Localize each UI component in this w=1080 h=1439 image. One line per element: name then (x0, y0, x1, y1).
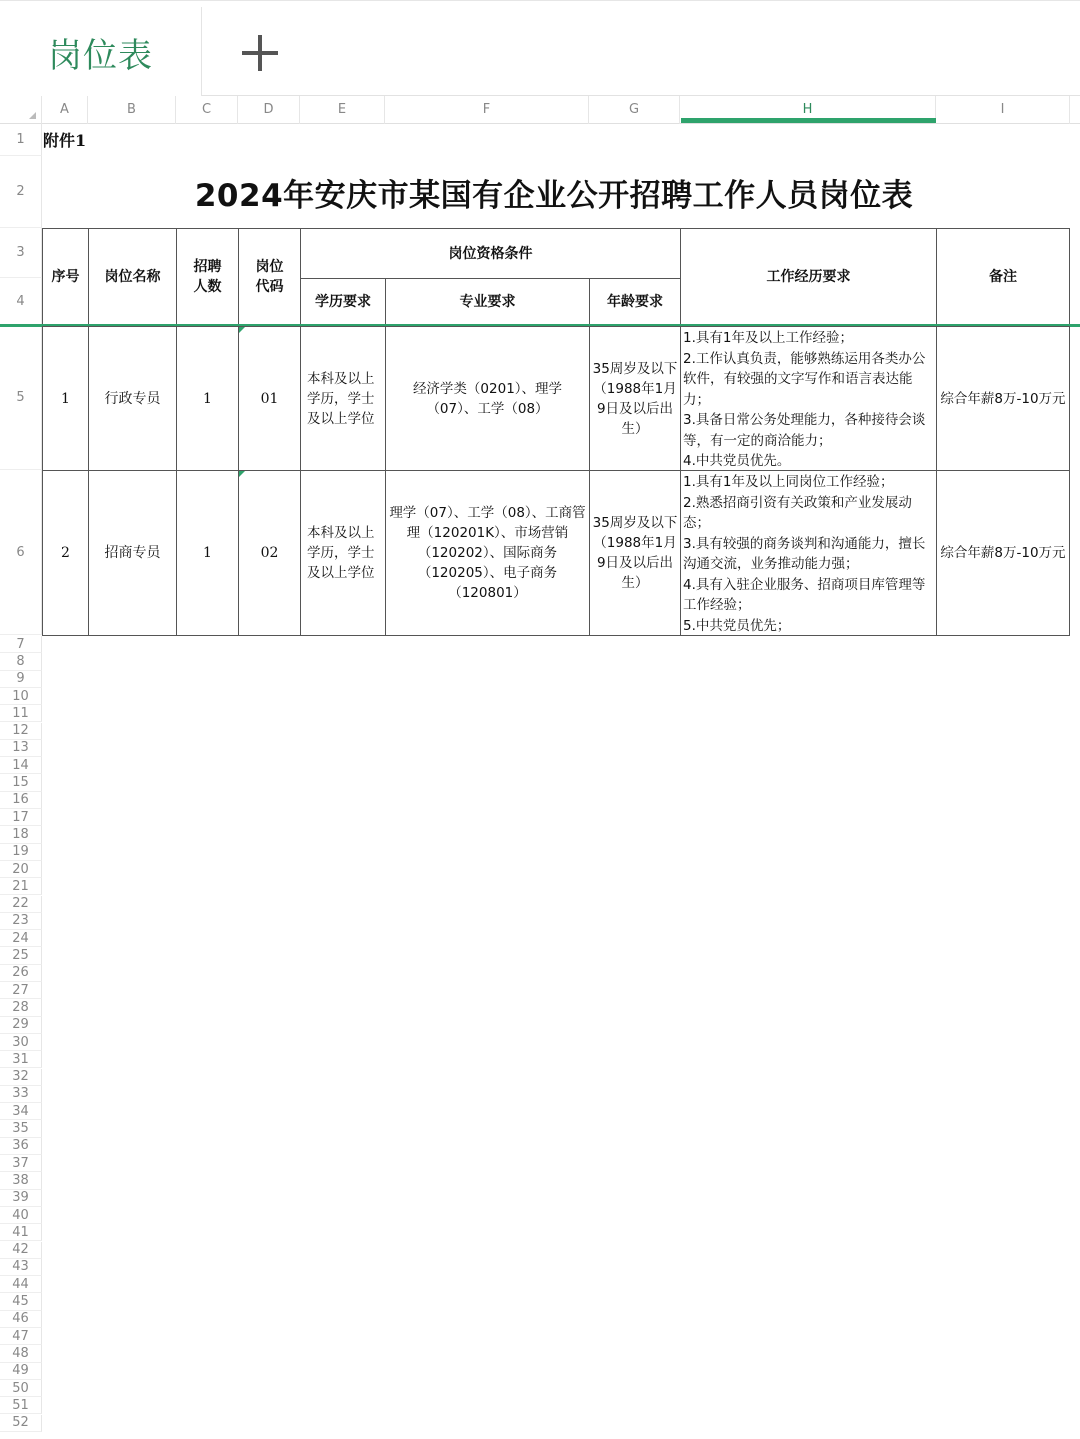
header-post-code[interactable]: 岗位代码 (238, 228, 301, 326)
row-header[interactable]: 10 (0, 688, 42, 705)
row2-post-code[interactable]: 02 (238, 470, 301, 636)
row-header[interactable]: 11 (0, 705, 42, 722)
row-header-3[interactable]: 3 (0, 228, 42, 278)
sheet-title[interactable]: 2024年安庆市某国有企业公开招聘工作人员岗位表 (194, 178, 914, 214)
column-header-c[interactable]: C (176, 96, 238, 124)
column-header-a[interactable]: A (42, 96, 88, 124)
row1-post-code[interactable]: 01 (238, 326, 301, 471)
row-header[interactable]: 47 (0, 1328, 42, 1345)
row-header[interactable]: 8 (0, 653, 42, 670)
row1-experience[interactable] (680, 326, 937, 471)
row2-education[interactable]: 本科及以上学历，学士及以上学位 (300, 470, 386, 636)
row-header[interactable]: 41 (0, 1224, 42, 1241)
row-header[interactable]: 38 (0, 1172, 42, 1189)
row-header[interactable]: 30 (0, 1034, 42, 1051)
row-header[interactable]: 18 (0, 826, 42, 843)
row1-experience-text: 1.具有1年及以上工作经验； 2.工作认真负责，能够熟练运用各类办公软件，有较强的文字写作和语言表达能力； 3.具备日常公务处理能力，各种接待会谈等，有一定的商洽能力； 4.中共党员优先。 (683, 330, 926, 469)
row-header[interactable]: 52 (0, 1415, 42, 1432)
row-header[interactable]: 14 (0, 757, 42, 774)
row2-experience[interactable] (680, 470, 937, 636)
row-header[interactable]: 29 (0, 1017, 42, 1034)
row2-remarks[interactable]: 综合年薪8万-10万元 (936, 470, 1070, 636)
row-header[interactable]: 24 (0, 930, 42, 947)
row-header-4[interactable]: 4 (0, 278, 42, 326)
row-header[interactable]: 16 (0, 792, 42, 809)
row-header[interactable]: 13 (0, 740, 42, 757)
column-header-h[interactable]: H (680, 96, 936, 124)
row-header[interactable]: 15 (0, 774, 42, 791)
sheet-tab-label: 岗位表 (48, 35, 153, 76)
column-selection-indicator (681, 118, 936, 123)
header-major[interactable]: 专业要求 (385, 278, 590, 326)
row-header[interactable]: 12 (0, 723, 42, 740)
row1-post-name[interactable]: 行政专员 (88, 326, 177, 471)
sheet-tab-bar (0, 0, 1080, 96)
row1-remarks[interactable]: 综合年薪8万-10万元 (936, 326, 1070, 471)
comment-marker (239, 471, 245, 477)
row-header[interactable]: 37 (0, 1155, 42, 1172)
row-header[interactable]: 26 (0, 965, 42, 982)
cell-a1-annex[interactable]: 附件1 (43, 131, 87, 150)
row-header[interactable]: 34 (0, 1103, 42, 1120)
row-header[interactable]: 40 (0, 1207, 42, 1224)
row-header[interactable]: 36 (0, 1138, 42, 1155)
column-header-d[interactable]: D (238, 96, 300, 124)
column-header-f[interactable]: F (385, 96, 589, 124)
header-post-name[interactable]: 岗位名称 (88, 228, 177, 326)
row-header[interactable]: 48 (0, 1345, 42, 1362)
row-header[interactable]: 43 (0, 1259, 42, 1276)
column-header-g[interactable]: G (589, 96, 680, 124)
select-all-corner[interactable] (0, 96, 42, 124)
row-header[interactable]: 23 (0, 913, 42, 930)
row-header-5[interactable]: 5 (0, 326, 42, 470)
header-qualification[interactable]: 岗位资格条件 (300, 228, 681, 279)
row-header-2[interactable]: 2 (0, 156, 42, 228)
header-experience[interactable]: 工作经历要求 (680, 228, 937, 326)
header-education[interactable]: 学历要求 (300, 278, 386, 326)
row-header[interactable]: 46 (0, 1311, 42, 1328)
row2-recruit-count[interactable]: 1 (176, 470, 239, 636)
row2-post-name[interactable]: 招商专员 (88, 470, 177, 636)
row-header[interactable]: 22 (0, 896, 42, 913)
row-header[interactable]: 49 (0, 1363, 42, 1380)
row1-age[interactable]: 35周岁及以下（1988年1月9日及以后出生） (589, 326, 681, 471)
column-header-e[interactable]: E (300, 96, 385, 124)
row-header[interactable]: 45 (0, 1293, 42, 1310)
row-header[interactable]: 27 (0, 982, 42, 999)
row1-education[interactable]: 本科及以上学历，学士及以上学位 (300, 326, 386, 471)
header-remarks[interactable]: 备注 (936, 228, 1070, 326)
header-recruit-count[interactable]: 招聘人数 (176, 228, 239, 326)
row-header[interactable]: 39 (0, 1190, 42, 1207)
row-header[interactable]: 7 (0, 636, 42, 653)
row-header[interactable]: 19 (0, 844, 42, 861)
row2-seq[interactable]: 2 (42, 470, 89, 636)
column-header-i[interactable]: I (936, 96, 1070, 124)
comment-marker (239, 327, 245, 333)
add-sheet-icon[interactable] (232, 29, 288, 77)
sheet-tab-active[interactable] (0, 7, 202, 97)
row-header[interactable]: 33 (0, 1086, 42, 1103)
row-header[interactable]: 50 (0, 1380, 42, 1397)
row-header-1[interactable]: 1 (0, 124, 42, 156)
row2-major[interactable]: 理学（07）、工学（08）、工商管理（120201K）、市场营销（120202）、国际商务（120205）、电子商务（120801） (385, 470, 590, 636)
row-header[interactable]: 42 (0, 1242, 42, 1259)
row-header[interactable]: 28 (0, 999, 42, 1016)
row2-experience-text: 1.具有1年及以上同岗位工作经验； 2.熟悉招商引资有关政策和产业发展动态； 3.具有较强的商务谈判和沟通能力，擅长沟通交流，业务推动能力强； 4.具有入驻企业服务、招商项目库管理等工作经验； 5.中共党员优先； (683, 474, 926, 634)
row1-major[interactable]: 经济学类（0201）、理学（07）、工学（08） (385, 326, 590, 471)
row-header[interactable]: 20 (0, 861, 42, 878)
row-header[interactable]: 31 (0, 1051, 42, 1068)
row-header[interactable]: 32 (0, 1069, 42, 1086)
column-header-b[interactable]: B (88, 96, 176, 124)
row-header[interactable]: 17 (0, 809, 42, 826)
row-header[interactable]: 35 (0, 1120, 42, 1137)
row-header[interactable]: 51 (0, 1397, 42, 1414)
row-header[interactable]: 9 (0, 671, 42, 688)
row1-recruit-count[interactable]: 1 (176, 326, 239, 471)
header-age[interactable]: 年龄要求 (589, 278, 681, 326)
row2-age[interactable]: 35周岁及以下（1988年1月9日及以后出生） (589, 470, 681, 636)
row-header[interactable]: 44 (0, 1276, 42, 1293)
row-header[interactable]: 25 (0, 947, 42, 964)
header-seq[interactable]: 序号 (42, 228, 89, 326)
row1-seq[interactable]: 1 (42, 326, 89, 471)
row-header-6[interactable]: 6 (0, 470, 42, 635)
row-header[interactable]: 21 (0, 878, 42, 895)
